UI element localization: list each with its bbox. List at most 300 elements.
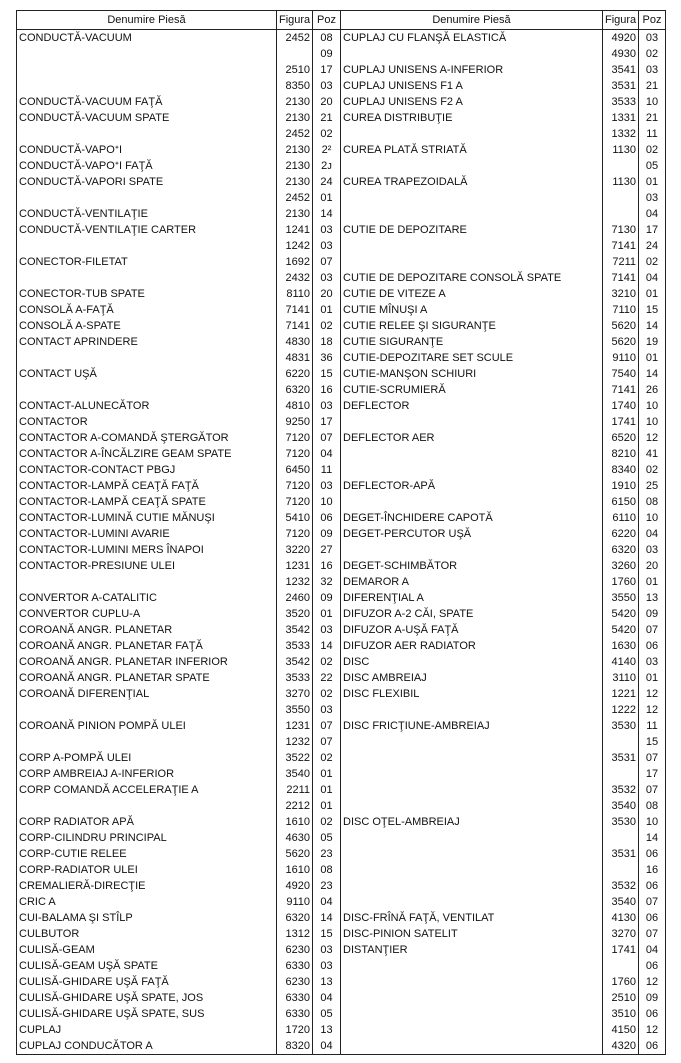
poz-cell: 20	[313, 94, 341, 110]
poz-cell: 02	[639, 142, 666, 158]
table-row	[341, 478, 666, 494]
part-name-cell: CONVERTOR CUPLU-A	[19, 608, 141, 620]
part-name-cell	[17, 238, 277, 254]
figura-cell: 3533	[277, 670, 313, 686]
part-name-cell: CONTACTOR-CONTACT PBGJ	[19, 464, 176, 476]
poz-cell: 14	[639, 830, 666, 846]
figura-cell: 1760	[603, 974, 639, 990]
figura-cell: 2510	[603, 990, 639, 1006]
table-row	[341, 942, 666, 958]
figura-cell: 4320	[603, 1038, 639, 1055]
poz-cell: 01	[313, 782, 341, 798]
figura-cell: 3520	[277, 606, 313, 622]
part-name-cell	[341, 190, 603, 206]
part-name-cell	[341, 830, 603, 846]
table-row	[341, 846, 666, 862]
table-row	[17, 142, 341, 158]
poz-cell: 02	[313, 126, 341, 142]
table-row	[341, 1022, 666, 1038]
figura-cell: 9250	[277, 414, 313, 430]
part-name-cell: DEFLECTOR	[343, 400, 410, 412]
part-name-cell: CORP-CUTIE RELEE	[19, 848, 127, 860]
poz-cell: 2²	[313, 142, 341, 158]
header-name: Denumire Piesă	[17, 11, 277, 30]
figura-cell: 1130	[603, 142, 639, 158]
poz-cell: 10	[313, 494, 341, 510]
figura-cell: 7141	[603, 238, 639, 254]
part-name-cell: COROANĂ PINION POMPĂ ULEI	[19, 720, 186, 732]
poz-cell: 12	[639, 702, 666, 718]
figura-cell: 6320	[603, 542, 639, 558]
table-row	[341, 654, 666, 670]
figura-cell: 4630	[277, 830, 313, 846]
figura-cell: 1221	[603, 686, 639, 702]
figura-cell: 3550	[277, 702, 313, 718]
figura-cell: 8210	[603, 446, 639, 462]
table-row	[17, 334, 341, 350]
part-name-cell: CONDUCTĂ-VAPORI SPATE	[19, 176, 164, 188]
table-row	[341, 462, 666, 478]
part-name-cell: CONSOLĂ A-FAŢĂ	[19, 304, 114, 316]
figura-cell: 6220	[603, 526, 639, 542]
figura-cell: 6320	[277, 910, 313, 926]
part-name-cell: DEGET-PERCUTOR UŞĂ	[343, 528, 472, 540]
figura-cell: 7141	[603, 382, 639, 398]
figura-cell: 3531	[603, 750, 639, 766]
table-row	[17, 878, 341, 894]
poz-cell: 10	[639, 814, 666, 830]
table-row	[341, 350, 666, 366]
table-row	[17, 494, 341, 510]
part-name-cell: CONTACT UŞĂ	[19, 368, 97, 380]
figura-cell: 1231	[277, 558, 313, 574]
table-row	[17, 862, 341, 878]
figura-cell: 3532	[603, 782, 639, 798]
poz-cell: 02	[313, 750, 341, 766]
table-row	[17, 990, 341, 1006]
poz-cell: 07	[313, 254, 341, 270]
part-name-cell: CUPLAJ	[19, 1024, 62, 1036]
table-row	[17, 942, 341, 958]
part-name-cell: CUTIE-MANŞON SCHIURI	[343, 368, 477, 380]
table-row	[17, 190, 341, 206]
part-name-cell: DIFUZOR AER RADIATOR	[343, 640, 476, 652]
poz-cell: 02	[313, 686, 341, 702]
table-row	[341, 510, 666, 526]
part-name-cell	[341, 126, 603, 142]
poz-cell: 03	[639, 654, 666, 670]
table-row	[341, 910, 666, 926]
table-row	[341, 30, 666, 47]
table-row	[17, 366, 341, 382]
poz-cell: 23	[313, 878, 341, 894]
part-name-cell	[341, 878, 603, 894]
poz-cell: 16	[313, 382, 341, 398]
part-name-cell: CORP RADIATOR APĂ	[19, 816, 134, 828]
part-name-cell: CONDUCTĂ-VAPOᐩI FAŢĂ	[19, 160, 153, 172]
table-row	[17, 222, 341, 238]
part-name-cell: CONTACT-ALUNECĂTOR	[19, 400, 150, 412]
parts-table-right	[340, 10, 666, 1055]
table-row	[341, 542, 666, 558]
poz-cell: 08	[313, 862, 341, 878]
figura-cell: 5410	[277, 510, 313, 526]
part-name-cell: CONDUCTĂ-VENTILAŢIE	[19, 208, 148, 220]
table-row	[17, 798, 341, 814]
table-row	[17, 382, 341, 398]
figura-cell: 5420	[603, 622, 639, 638]
part-name-cell: DISC FLEXIBIL	[343, 688, 420, 700]
table-row	[17, 686, 341, 702]
part-name-cell: CONTACTOR A-COMANDĂ ŞTERGĂTOR	[19, 432, 229, 444]
poz-cell: 04	[639, 206, 666, 222]
poz-cell: 09	[639, 990, 666, 1006]
figura-cell: 4150	[603, 1022, 639, 1038]
figura-cell: 2432	[277, 270, 313, 286]
poz-cell: 07	[639, 622, 666, 638]
figura-cell: 2460	[277, 590, 313, 606]
figura-cell: 6320	[277, 382, 313, 398]
table-row	[341, 558, 666, 574]
poz-cell: 03	[313, 222, 341, 238]
poz-cell: 03	[313, 78, 341, 94]
part-name-cell: CONSOLĂ A-SPATE	[19, 320, 121, 332]
table-row	[341, 590, 666, 606]
poz-cell: 07	[639, 750, 666, 766]
table-row	[17, 78, 341, 94]
poz-cell: 09	[313, 526, 341, 542]
figura-cell: 1242	[277, 238, 313, 254]
part-name-cell	[341, 766, 603, 782]
poz-cell: 17	[313, 414, 341, 430]
part-name-cell	[341, 1006, 603, 1022]
figura-cell	[277, 46, 313, 62]
figura-cell: 2130	[277, 158, 313, 174]
poz-cell: 22	[313, 670, 341, 686]
table-row	[17, 558, 341, 574]
part-name-cell	[341, 542, 603, 558]
part-name-cell: CONDUCTĂ-VACUUM	[19, 32, 132, 44]
figura-cell: 3270	[277, 686, 313, 702]
part-name-cell: CONTACT APRINDERE	[19, 336, 138, 348]
part-name-cell: CONTACTOR-LUMINI AVARIE	[19, 528, 170, 540]
figura-cell: 7120	[277, 430, 313, 446]
figura-cell: 5420	[603, 606, 639, 622]
part-name-cell	[17, 350, 277, 366]
table-row	[17, 126, 341, 142]
figura-cell: 3530	[603, 814, 639, 830]
part-name-cell: CORP-CILINDRU PRINCIPAL	[19, 832, 167, 844]
figura-cell: 4830	[277, 334, 313, 350]
poz-cell: 21	[639, 78, 666, 94]
table-row	[17, 734, 341, 750]
table-body-left	[17, 30, 341, 1055]
poz-cell: 17	[313, 62, 341, 78]
part-name-cell	[341, 990, 603, 1006]
poz-cell: 26	[639, 382, 666, 398]
poz-cell: 23	[313, 846, 341, 862]
table-row	[17, 414, 341, 430]
part-name-cell	[341, 846, 603, 862]
figura-cell	[603, 862, 639, 878]
figura-cell: 3510	[603, 1006, 639, 1022]
figura-cell: 1610	[277, 814, 313, 830]
part-name-cell: CUTIE RELEE ŞI SIGURANŢE	[343, 320, 496, 332]
poz-cell: 03	[313, 702, 341, 718]
poz-cell: 07	[313, 718, 341, 734]
poz-cell: 20	[639, 558, 666, 574]
table-row	[17, 830, 341, 846]
figura-cell: 1312	[277, 926, 313, 942]
part-name-cell: CULISĂ-GHIDARE UŞĂ FAŢĂ	[19, 976, 169, 988]
figura-cell: 1741	[603, 414, 639, 430]
figura-cell	[603, 734, 639, 750]
part-name-cell	[17, 46, 277, 62]
figura-cell: 7141	[277, 302, 313, 318]
poz-cell: 15	[639, 302, 666, 318]
poz-cell: 09	[313, 46, 341, 62]
figura-cell: 3530	[603, 718, 639, 734]
poz-cell: 10	[639, 510, 666, 526]
poz-cell: 04	[313, 894, 341, 910]
table-row	[17, 286, 341, 302]
table-row	[17, 510, 341, 526]
figura-cell: 3542	[277, 654, 313, 670]
figura-cell: 4140	[603, 654, 639, 670]
header-poz: Poz	[313, 11, 341, 30]
table-row	[17, 446, 341, 462]
poz-cell: 09	[639, 606, 666, 622]
table-row	[341, 718, 666, 734]
part-name-cell: CORP A-POMPĂ ULEI	[19, 752, 132, 764]
table-row	[341, 286, 666, 302]
part-name-cell	[341, 782, 603, 798]
figura-cell: 2452	[277, 190, 313, 206]
poz-cell: 21	[639, 110, 666, 126]
poz-cell: 36	[313, 350, 341, 366]
figura-cell: 6230	[277, 942, 313, 958]
table-row	[17, 1038, 341, 1055]
table-row	[341, 334, 666, 350]
poz-cell: 02	[313, 814, 341, 830]
poz-cell: 05	[313, 1006, 341, 1022]
poz-cell: 04	[639, 526, 666, 542]
table-body-right	[341, 30, 666, 1055]
poz-cell: 06	[639, 878, 666, 894]
figura-cell: 7211	[603, 254, 639, 270]
figura-cell: 3220	[277, 542, 313, 558]
part-name-cell	[17, 190, 277, 206]
figura-cell: 1740	[603, 398, 639, 414]
part-name-cell: CONTACTOR-PRESIUNE ULEI	[19, 560, 176, 572]
part-name-cell: CONDUCTĂ-VACUUM FAŢĂ	[19, 96, 163, 108]
part-name-cell: CULBUTOR	[19, 928, 80, 940]
part-name-cell: COROANĂ ANGR. PLANETAR FAŢĂ	[19, 640, 203, 652]
part-name-cell: DISC FRICŢIUNE-AMBREIAJ	[343, 720, 490, 732]
table-row	[341, 270, 666, 286]
figura-cell: 3522	[277, 750, 313, 766]
figura-cell: 7130	[603, 222, 639, 238]
part-name-cell: CONDUCTĂ-VAPOᐩI	[19, 144, 123, 156]
figura-cell: 7120	[277, 494, 313, 510]
poz-cell: 14	[313, 910, 341, 926]
figura-cell: 8110	[277, 286, 313, 302]
part-name-cell: DEFLECTOR-APĂ	[343, 480, 436, 492]
figura-cell: 6520	[603, 430, 639, 446]
part-name-cell: DEFLECTOR AER	[343, 432, 435, 444]
part-name-cell: CULISĂ-GEAM UŞĂ SPATE	[19, 960, 158, 972]
figura-cell	[603, 158, 639, 174]
part-name-cell	[341, 1038, 603, 1055]
figura-cell: 1231	[277, 718, 313, 734]
part-name-cell	[341, 958, 603, 974]
part-name-cell: CUPLAJ CU FLANŞĂ ELASTICĂ	[343, 32, 507, 44]
figura-cell: 1332	[603, 126, 639, 142]
poz-cell: 01	[313, 766, 341, 782]
part-name-cell: CONTACTOR-LUMINI MERS ÎNAPOI	[19, 544, 204, 556]
poz-cell: 01	[313, 798, 341, 814]
poz-cell: 06	[639, 846, 666, 862]
poz-cell: 05	[639, 158, 666, 174]
table-row	[341, 1038, 666, 1055]
poz-cell: 27	[313, 542, 341, 558]
part-name-cell: CUPLAJ CONDUCĂTOR A	[19, 1040, 153, 1052]
poz-cell: 02	[639, 462, 666, 478]
table-row	[341, 158, 666, 174]
table-row	[17, 750, 341, 766]
table-row	[17, 702, 341, 718]
figura-cell: 3532	[603, 878, 639, 894]
table-row	[341, 814, 666, 830]
figura-cell: 1222	[603, 702, 639, 718]
table-row	[17, 894, 341, 910]
part-name-cell	[341, 206, 603, 222]
table-row	[341, 750, 666, 766]
table-row	[341, 302, 666, 318]
figura-cell: 6330	[277, 958, 313, 974]
poz-cell: 05	[313, 830, 341, 846]
part-name-cell: CUI-BALAMA ŞI STÎLP	[19, 912, 133, 924]
poz-cell: 06	[639, 910, 666, 926]
table-row	[17, 542, 341, 558]
figura-cell: 8350	[277, 78, 313, 94]
poz-cell: 06	[639, 1006, 666, 1022]
table-row	[17, 302, 341, 318]
figura-cell: 2510	[277, 62, 313, 78]
poz-cell: 10	[639, 414, 666, 430]
poz-cell: 03	[313, 238, 341, 254]
poz-cell: 01	[639, 574, 666, 590]
part-name-cell: COROANĂ ANGR. PLANETAR	[19, 624, 173, 636]
table-row	[17, 254, 341, 270]
part-name-cell: CULISĂ-GHIDARE UŞĂ SPATE, JOS	[19, 992, 204, 1004]
figura-cell: 3540	[603, 894, 639, 910]
table-row	[341, 702, 666, 718]
table-row	[341, 878, 666, 894]
table-row	[17, 766, 341, 782]
poz-cell: 01	[639, 350, 666, 366]
part-name-cell: DEMAROR A	[343, 576, 410, 588]
part-name-cell: CONECTOR-FILETAT	[19, 256, 128, 268]
poz-cell: 04	[639, 270, 666, 286]
table-row	[341, 606, 666, 622]
poz-cell: 10	[639, 398, 666, 414]
figura-cell: 7141	[277, 318, 313, 334]
figura-cell: 5620	[603, 318, 639, 334]
part-name-cell: CUPLAJ UNISENS A-INFERIOR	[343, 64, 504, 76]
poz-cell: 07	[639, 926, 666, 942]
part-name-cell	[17, 702, 277, 718]
figura-cell: 9110	[603, 350, 639, 366]
poz-cell: 20	[313, 286, 341, 302]
table-row	[341, 990, 666, 1006]
poz-cell: 13	[639, 590, 666, 606]
poz-cell: 14	[639, 366, 666, 382]
poz-cell: 14	[313, 206, 341, 222]
poz-cell: 01	[639, 286, 666, 302]
part-name-cell: CORP COMANDĂ ACCELERAŢIE A	[19, 784, 199, 796]
poz-cell: 24	[639, 238, 666, 254]
part-name-cell	[17, 78, 277, 94]
poz-cell: 06	[639, 638, 666, 654]
part-name-cell: CONECTOR-TUB SPATE	[19, 288, 145, 300]
figura-cell: 6110	[603, 510, 639, 526]
poz-cell: 03	[639, 62, 666, 78]
poz-cell: 11	[639, 718, 666, 734]
figura-cell: 6230	[277, 974, 313, 990]
table-row	[341, 926, 666, 942]
poz-cell: 02	[313, 318, 341, 334]
table-row	[341, 974, 666, 990]
part-name-cell: DIFUZOR A-UŞĂ FAŢĂ	[343, 624, 459, 636]
figura-cell: 3531	[603, 846, 639, 862]
poz-cell: 02	[639, 46, 666, 62]
poz-cell: 02	[639, 254, 666, 270]
part-name-cell: DISC OŢEL-AMBREIAJ	[343, 816, 460, 828]
part-name-cell: CORP-RADIATOR ULEI	[19, 864, 138, 876]
figura-cell: 3533	[603, 94, 639, 110]
figura-cell: 6450	[277, 462, 313, 478]
figura-cell: 3210	[603, 286, 639, 302]
table-row	[17, 958, 341, 974]
part-name-cell	[341, 446, 603, 462]
table-row	[17, 622, 341, 638]
figura-cell: 1692	[277, 254, 313, 270]
poz-cell: 01	[639, 174, 666, 190]
part-name-cell: CREMALIERĂ-DIRECŢIE	[19, 880, 146, 892]
table-row	[17, 30, 341, 47]
part-name-cell	[341, 862, 603, 878]
table-row	[17, 718, 341, 734]
part-name-cell: CONDUCTĂ-VACUUM SPATE	[19, 112, 170, 124]
part-name-cell: CUTIE DE VITEZE A	[343, 288, 446, 300]
figura-cell: 1910	[603, 478, 639, 494]
table-row	[341, 126, 666, 142]
table-row	[341, 142, 666, 158]
poz-cell: 13	[313, 1022, 341, 1038]
part-name-cell: CUTIE SIGURANŢE	[343, 336, 444, 348]
poz-cell: 03	[313, 942, 341, 958]
part-name-cell: COROANĂ ANGR. PLANETAR SPATE	[19, 672, 210, 684]
poz-cell: 17	[639, 766, 666, 782]
part-name-cell: CUTIE DE DEPOZITARE	[343, 224, 467, 236]
poz-cell: 12	[639, 686, 666, 702]
part-name-cell	[17, 382, 277, 398]
poz-cell: 18	[313, 334, 341, 350]
table-row	[17, 174, 341, 190]
poz-cell: 12	[639, 430, 666, 446]
part-name-cell: COROANĂ ANGR. PLANETAR INFERIOR	[19, 656, 228, 668]
